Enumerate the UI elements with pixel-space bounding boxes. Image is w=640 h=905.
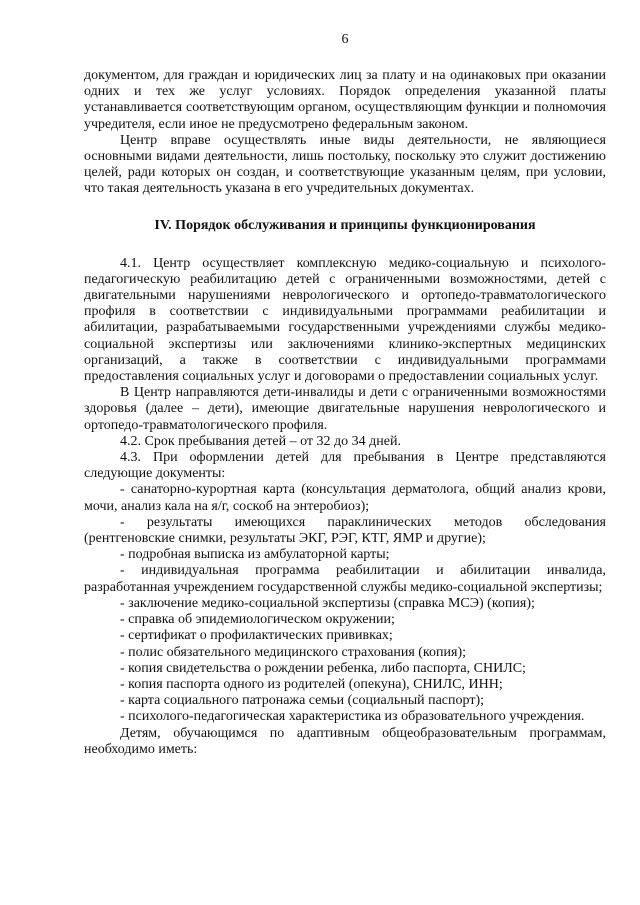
list-item: - подробная выписка из амбулаторной карты; xyxy=(120,547,390,563)
list-item: - санаторно-курортная карта (консультация дерматолога, общий анализ крови, мочи, анализ кала на я/г, соскоб на энтеробиоз); xyxy=(84,482,606,514)
section-title: IV. Порядок обслуживания и принципы функционирования xyxy=(154,217,536,233)
intro-paragraph-2: Центр вправе осуществлять иные виды деятельности, не являющиеся основными видами деятельности, лишь постольку, поскольку это служит достижению целей, ради которых он создан, и соответствующие указанным целям, при условии, что такая деятельность указана в его учредительных документах. xyxy=(84,132,606,197)
paragraph-admission: В Центр направляются дети-инвалиды и дети с ограниченными возможностями здоровья (далее – дети), имеющие двигательные нарушения неврологического и ортопедо-травматологического профиля. xyxy=(84,385,606,433)
list-item: - сертификат о профилактических прививках; xyxy=(120,628,393,644)
list-item: - психолого-педагогическая характеристика из образовательного учреждения. xyxy=(120,709,585,725)
list-item: - заключение медико-социальной экспертизы (справка МСЭ) (копия); xyxy=(120,595,535,611)
list-item: - индивидуальная программа реабилитации и абилитации инвалида, разработанная учреждением государственной службы медико-социальной экспертизы; xyxy=(84,563,606,595)
paragraph-4-1: 4.1. Центр осуществляет комплексную медико-социальную и психолого-педагогическую реабилитацию детей с ограниченными возможностями, детей с двигательными нарушениями неврологического и ортопедо-травматологического профиля в соответствии с индивидуальными программами реабилитации и абилитации, разрабатываемыми государственными учреждениями службы медико-социальной экспертизы или заключениями клинико-экспертных медицинских организаций, а также в соответствии с индивидуальными программами предоставления социальных услуг и договорами о предоставлении социальных услуг. xyxy=(84,255,606,385)
documents-list xyxy=(84,482,606,725)
list-item: - карта социального патронажа семьи (социальный паспорт); xyxy=(120,693,484,709)
list-item: - результаты имеющихся параклинических методов обследования (рентгеновские снимки, результаты ЭКГ, РЭГ, КТГ, ЯМР и другие); xyxy=(84,514,606,547)
page-number: 6 xyxy=(341,32,349,47)
paragraph-4-3: 4.3. При оформлении детей для пребывания в Центре представляются следующие документы: xyxy=(84,450,606,482)
list-item: - копия паспорта одного из родителей (опекуна), СНИЛС, ИНН; xyxy=(120,676,503,692)
list-item: - справка об эпидемиологическом окружении; xyxy=(120,612,395,628)
intro-paragraph-1: документом, для граждан и юридических лиц за плату и на одинаковых при оказании одних и тех же услуг условиях. Порядок определения указанной платы устанавливается соответствующим органом, осуществляющим функции и полномочия учредителя, если иное не предусмотрено федеральным законом. xyxy=(84,68,606,132)
paragraph-4-2: 4.2. Срок пребывания детей – от 32 до 34 дней. xyxy=(120,433,401,449)
list-item: - полис обязательного медицинского страхования (копия); xyxy=(120,644,467,660)
closing-paragraph: Детям, обучающимся по адаптивным общеобразовательным программам, необходимо иметь: xyxy=(84,725,606,757)
list-item: - копия свидетельства о рождении ребенка, либо паспорта, СНИЛС; xyxy=(120,660,526,676)
